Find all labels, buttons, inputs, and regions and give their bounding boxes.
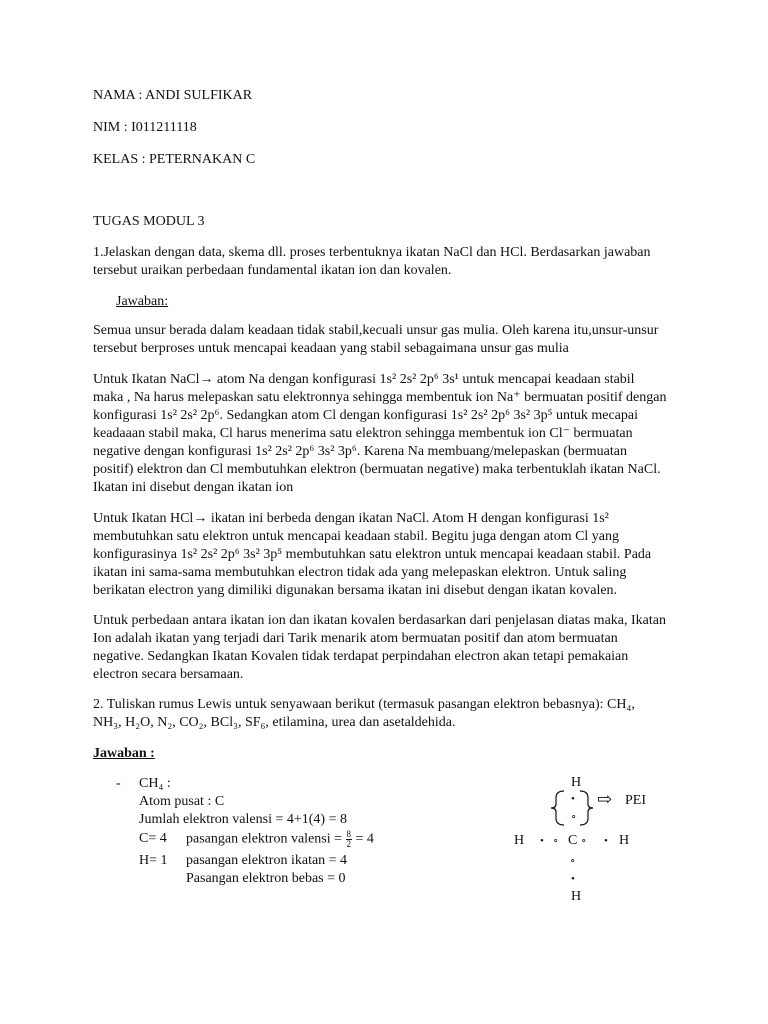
ch4-valence-pairs-label: pasangan elektron valensi = xyxy=(186,831,343,847)
paragraph-line: positif) elektron dan Cl membutuhkan elektron (bermuatan negative) maka terbentuklah ikatan NaCl. xyxy=(93,462,661,477)
paragraph-line: berikatan electron yang dimiliki digunakan bersama ikatan ini disebut dengan ikatan kovalen. xyxy=(93,583,618,598)
lewis-electron-circle: ∘ xyxy=(553,835,559,847)
lewis-h-right: H xyxy=(619,833,630,848)
ch4-bonding-pairs: pasangan elektron ikatan = 4 xyxy=(186,853,348,868)
paragraph-line: ikatan ini sama-sama membutuhkan electron tidak ada yang melepaskan elektron. Untuk saling xyxy=(93,565,627,580)
ch4-valence-pairs-result: = 4 xyxy=(355,831,374,847)
question-2 xyxy=(93,696,683,732)
answer-1-label: Jawaban: xyxy=(116,294,169,309)
lewis-electron-circle: ∘ xyxy=(570,855,576,867)
paragraph-line: electron secara bersamaan. xyxy=(93,667,244,682)
ch4-central-atom: Atom pusat : C xyxy=(139,794,225,809)
fraction-numerator: 8 xyxy=(346,829,352,839)
answer-1-paragraph-difference xyxy=(93,612,683,684)
question-1-line: 1.Jelaskan dengan data, skema dll. proses terbentuknya ikatan NaCl dan HCl. Berdasarkan jawaban xyxy=(93,245,651,260)
assignment-title: TUGAS MODUL 3 xyxy=(93,214,205,229)
student-name: NAMA : ANDI SULFIKAR xyxy=(93,88,253,103)
paragraph-line: Untuk Ikatan HCl→ ikatan ini berbeda dengan ikatan NaCl. Atom H dengan konfigurasi 1s² xyxy=(93,511,609,526)
ch4-valence-pairs xyxy=(186,830,374,849)
paragraph-line: negative. Sedangkan Ikatan Kovalen tidak terdapat perpindahan electron akan tetapi pemakaian xyxy=(93,649,629,664)
student-class: KELAS : PETERNAKAN C xyxy=(93,152,256,167)
lewis-electron-dot: • xyxy=(571,793,575,805)
lewis-electron-circle: ∘ xyxy=(571,811,577,823)
ch4-valence-total: Jumlah elektron valensi = 4+1(4) = 8 xyxy=(139,812,347,827)
fraction xyxy=(346,830,353,849)
paragraph-line: konfigurasinya 1s² 2s² 2p⁶ 3s² 3p⁵ membutuhkan satu elektron untuk mencapai keadaan stabil. Pada xyxy=(93,547,652,562)
student-nim: NIM : I011211118 xyxy=(93,120,197,135)
arrow-icon: ⇨ xyxy=(597,789,613,809)
ch4-title: CH₄ : xyxy=(139,776,171,791)
answer-1-paragraph-hcl xyxy=(93,510,683,600)
paragraph-line: Semua unsur berada dalam keadaan tidak stabil,kecuali unsur gas mulia. Oleh karena itu,unsur-unsur xyxy=(93,323,659,338)
paragraph-line: tersebut berproses untuk mencapai keadaan yang stabil sebagaimana unsur gas mulia xyxy=(93,341,569,356)
fraction-denominator: 2 xyxy=(346,839,352,849)
ch4-lone-pairs: Pasangan elektron bebas = 0 xyxy=(186,871,346,886)
answer-1-paragraph-nacl xyxy=(93,371,683,497)
lewis-electron-circle: ∘ xyxy=(581,835,587,847)
lewis-h-bottom: H xyxy=(571,889,582,904)
list-bullet: - xyxy=(116,776,121,791)
paragraph-line: konfigurasi 1s² 2s² 2p⁶. Sedangkan atom Cl dengan konfigurasi 1s² 2s² 2p⁶ 3s² 3p⁵ untuk mecapai xyxy=(93,408,639,423)
lewis-electron-dot: • xyxy=(571,873,575,885)
paragraph-line: membutuhkan satu elektron untuk mencapai keadaan stabil. Begitu juga dengan atom Cl yang xyxy=(93,529,620,544)
answer-2-label: Jawaban : xyxy=(93,746,155,761)
lewis-electron-dot: • xyxy=(604,835,608,847)
question-1-line: tersebut uraikan perbedaan fundamental ikatan ion dan kovalen. xyxy=(93,263,452,278)
question-1 xyxy=(93,244,683,280)
paragraph-line: Ion adalah ikatan yang terjadi dari Tarik menarik atom bermuatan positif dan atom bermuatan xyxy=(93,631,618,646)
ch4-lewis-structure xyxy=(500,772,700,912)
question-2-line: 2. Tuliskan rumus Lewis untuk senyawaan berikut (termasuk pasangan elektron bebasnya): CH₄, xyxy=(93,697,635,712)
ch4-c-valence: C= 4 xyxy=(139,831,167,846)
lewis-electron-dot: • xyxy=(540,835,544,847)
paragraph-line: Untuk perbedaan antara ikatan ion dan ikatan kovalen berdasarkan dari penjelasan diatas maka, Ikatan xyxy=(93,613,666,628)
lewis-h-top: H xyxy=(571,775,582,790)
lewis-pei-label: PEI xyxy=(625,793,646,808)
answer-1-paragraph-1 xyxy=(93,322,683,358)
lewis-h-left: H xyxy=(514,833,525,848)
question-2-line: NH₃, H₂O, N₂, CO₂, BCl₃, SF₆, etilamina, urea dan asetaldehida. xyxy=(93,715,456,730)
paragraph-line: Untuk Ikatan NaCl→ atom Na dengan konfigurasi 1s² 2s² 2p⁶ 3s¹ untuk mencapai keadaan stabil xyxy=(93,372,635,387)
paragraph-line: Ikatan ini disebut dengan ikatan ion xyxy=(93,480,294,495)
lewis-carbon: C xyxy=(568,833,578,848)
paragraph-line: maka , Na harus melepaskan satu elektronnya sehingga membentuk ion Na⁺ bermuatan positif dengan xyxy=(93,390,667,405)
paragraph-line: keadaaan stabil maka, Cl harus menerima satu elektron sehingga membentuk ion Cl⁻ bermuatan xyxy=(93,426,633,441)
paragraph-line: negative dengan konfigurasi 1s² 2s² 2p⁶ 3s² 3p⁶. Karena Na membuang/melepaskan (bermuatan xyxy=(93,444,627,459)
ch4-h-valence: H= 1 xyxy=(139,853,168,868)
